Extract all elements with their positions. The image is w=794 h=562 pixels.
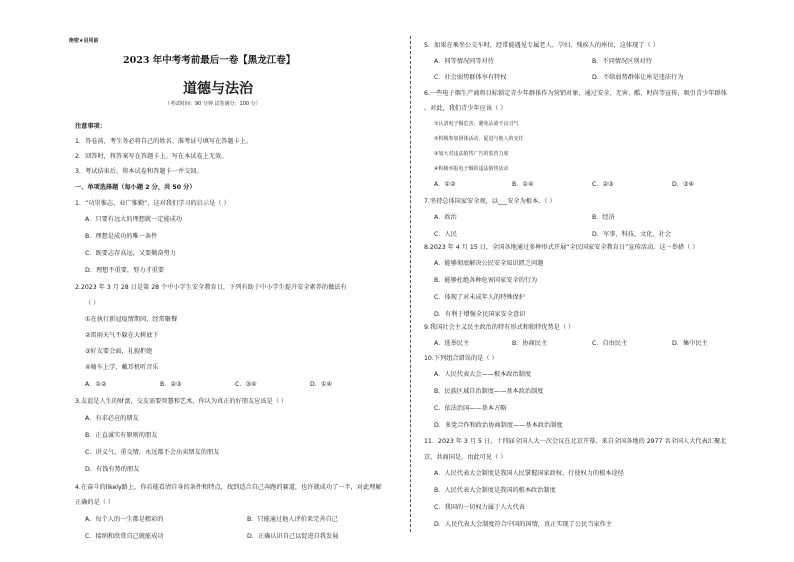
question-6-option-b[interactable]: B．①④ xyxy=(512,181,534,188)
question-1-stem: 1．“功崇惟志，业广惟勤”，这对我们学习的启示是（ ） xyxy=(75,200,230,207)
notes-heading: 注意事项： xyxy=(75,123,106,130)
question-11-stem: 11．2023 年 3 月 5 日，十四届全国人大一次会议在北京开幕，来自全国各地的 2977 名全国人大代表汇聚北 xyxy=(424,438,727,445)
question-5-stem: 5．如果在乘坐公交车时，经常能遇见专属老人、孕妇、残疾人的座位，这体现了（ ） xyxy=(424,42,659,49)
question-4-option-a[interactable]: A．每个人的一生都是精彩的 xyxy=(85,516,164,523)
exam-info: （考试时间：90 分钟 试卷满分：100 分） xyxy=(165,101,261,107)
subject-title: 道德与法治 xyxy=(183,81,253,97)
question-1-option-b[interactable]: B．理想是成功的唯一条件 xyxy=(85,233,158,240)
question-8-option-a[interactable]: A．能够彻底解决公民安全知识匮乏问题 xyxy=(434,260,544,267)
question-11-stem-cont: 京，共商国是。由此可见（ ） xyxy=(424,454,507,461)
question-6-option-a[interactable]: A．①② xyxy=(434,181,456,188)
question-9-option-a[interactable]: A．选举民主 xyxy=(434,340,470,347)
question-10-option-d[interactable]: D．多党合作和政治协商制度——基本政治制度 xyxy=(434,422,563,429)
question-6-stem-cont: 。对此，我们青少年应该（ ） xyxy=(424,105,507,112)
question-7-option-d[interactable]: D．军事、科技、文化、社会 xyxy=(592,231,672,238)
question-5-option-a[interactable]: A．同等情况同等对待 xyxy=(434,58,494,65)
question-7-option-c[interactable]: C．人民 xyxy=(434,231,457,238)
question-2-item: ④骑车上学，戴耳机听音乐 xyxy=(85,364,159,371)
question-2-stem-cont: （ ） xyxy=(85,300,100,307)
question-10-option-c[interactable]: C．依法治国——基本方略 xyxy=(434,405,507,412)
question-9-option-c[interactable]: C．自由民主 xyxy=(592,340,628,347)
secret-mark: 绝密★启用前 xyxy=(69,38,99,44)
question-2-option-c[interactable]: C．③④ xyxy=(235,381,257,388)
exam-title: 2023 年中考考前最后一卷【黑龙江卷】 xyxy=(123,55,296,66)
question-6-item: ②积极参加团体活动，促进与他人的交往 xyxy=(434,136,524,142)
question-6-option-c[interactable]: C．②③ xyxy=(592,181,614,188)
question-2-item: ②雷雨天气不躲在大树底下 xyxy=(85,332,159,339)
question-4-option-c[interactable]: C．接纳和欣赏自己就能成功 xyxy=(85,533,164,540)
question-11-option-a[interactable]: A．人民代表大会制度是我国人民掌握国家政权、行使权力的根本途径 xyxy=(434,470,624,477)
question-9-option-b[interactable]: B．协商民主 xyxy=(512,340,548,347)
question-8-option-b[interactable]: B．能够杜绝各种危害国家安全的行为 xyxy=(434,277,538,284)
question-11-option-d[interactable]: D．人民代表大会制度符合中国的国情，真正实现了公民当家作主 xyxy=(434,521,613,528)
question-11-option-b[interactable]: B．人民代表大会制度是我国的根本政治制度 xyxy=(434,487,556,494)
question-3-stem: 3.友谊是人生的财富，交友需要智慧和艺术。你认为真正的好朋友应该是（ ） xyxy=(75,398,288,405)
question-4-stem-cont: 正确的是（ ） xyxy=(75,499,115,506)
question-4-option-b[interactable]: B．只能通过他人评价来完善自己 xyxy=(247,516,338,523)
question-6-item: ③加大对违法销售广告的监管力度 xyxy=(434,151,509,157)
question-11-option-c[interactable]: C．我国的一切权力属于人大代表 xyxy=(434,504,525,511)
question-2-item: ③好友要会面，礼貌拒绝 xyxy=(85,348,153,355)
section-heading: 一、单项选择题（每小题 2 分，共 50 分） xyxy=(75,184,196,191)
question-9-stem: 9.我国社会主义民主政治的特有形式和独特优势是（ ） xyxy=(424,324,575,331)
question-9-option-d[interactable]: D．集中民主 xyxy=(672,340,708,347)
question-5-option-c[interactable]: C．社会弱势群体享有特权 xyxy=(434,74,507,81)
question-2-option-d[interactable]: D．①④ xyxy=(310,381,333,388)
question-2-stem: 2.2023 年 3 月 28 日是第 28 个中小学生安全教育日，下列有助于中小学生提升安全素养的做法有 xyxy=(75,284,347,291)
question-2-option-a[interactable]: A．①② xyxy=(85,381,107,388)
note-item: 2．回答时，将答案写在答题卡上。写在本试卷上无效。 xyxy=(75,153,228,160)
question-2-item: ①在执行新冠疫情期间，经常聚餐 xyxy=(85,316,178,323)
question-7-stem: 7.坚持总体国家安全观，以___安全为根本。（ ） xyxy=(424,198,556,205)
question-4-stem: 4.在奋斗的likely路上，你若能看清自身的条件和特点，找到适合自己奔跑的赛道，也许就成功了一半，对此理解 xyxy=(75,484,382,491)
question-1-option-c[interactable]: C．既要志存高远，又要勤奋努力 xyxy=(85,250,176,257)
question-5-option-b[interactable]: B．不同情况区别对待 xyxy=(592,58,652,65)
question-10-stem: 10.下列组合错误的是（ ） xyxy=(424,355,498,362)
question-7-option-a[interactable]: A．政治 xyxy=(434,214,457,221)
note-item: 1．答卷前，考生务必将自己的姓名、准考证号填写在答题卡上。 xyxy=(75,138,253,145)
column-divider xyxy=(410,36,411,532)
question-3-option-a[interactable]: A．有求必应的朋友 xyxy=(85,415,139,422)
question-3-option-b[interactable]: B．正直诚实有原则的朋友 xyxy=(85,432,158,439)
question-10-option-b[interactable]: B．民族区域自治制度——基本政治制度 xyxy=(434,388,544,395)
question-5-option-d[interactable]: D．不给弱势群体让座是违法行为 xyxy=(592,74,684,81)
question-1-option-a[interactable]: A．只要有远大的理想就一定能成功 xyxy=(85,216,183,223)
question-6-item: ①认清电子烟危害，避免沾染不良习气 xyxy=(434,121,519,127)
question-3-option-d[interactable]: D．有钱有势的朋友 xyxy=(85,466,140,473)
question-6-option-d[interactable]: D．③④ xyxy=(672,181,695,188)
question-3-option-c[interactable]: C．讲义气、重交情，永远都不会出卖朋友的朋友 xyxy=(85,449,220,456)
question-6-stem: 6.一些电子烟生产商将目标锁定青少年群体作为营销对象，通过安全、无害、酷、时尚等宣传，吸引青少年群体 xyxy=(424,90,727,97)
note-item: 3．考试结束后，将本试卷和答题卡一并交回。 xyxy=(75,168,203,175)
question-6-item: ④积极举报电子烟的违法销售活动 xyxy=(434,166,509,172)
question-8-option-c[interactable]: C．体现了对未成年人的特殊保护 xyxy=(434,294,525,301)
question-4-option-d[interactable]: D．正确认识自己以促进自我发展 xyxy=(247,533,339,540)
question-2-option-b[interactable]: B．②③ xyxy=(160,381,182,388)
question-1-option-d[interactable]: D．理想不重要，努力才重要 xyxy=(85,267,165,274)
question-8-option-d[interactable]: D．有利于增强全民国家安全意识 xyxy=(434,311,526,318)
question-10-option-a[interactable]: A．人民代表大会——根本政治制度 xyxy=(434,371,532,378)
question-8-stem: 8.2023 年 4 月 15 日，全国各地通过多种形式开展“全民国家安全教育日”宣传活动。这一举措（ ） xyxy=(424,244,699,251)
question-7-option-b[interactable]: B．经济 xyxy=(592,214,615,221)
